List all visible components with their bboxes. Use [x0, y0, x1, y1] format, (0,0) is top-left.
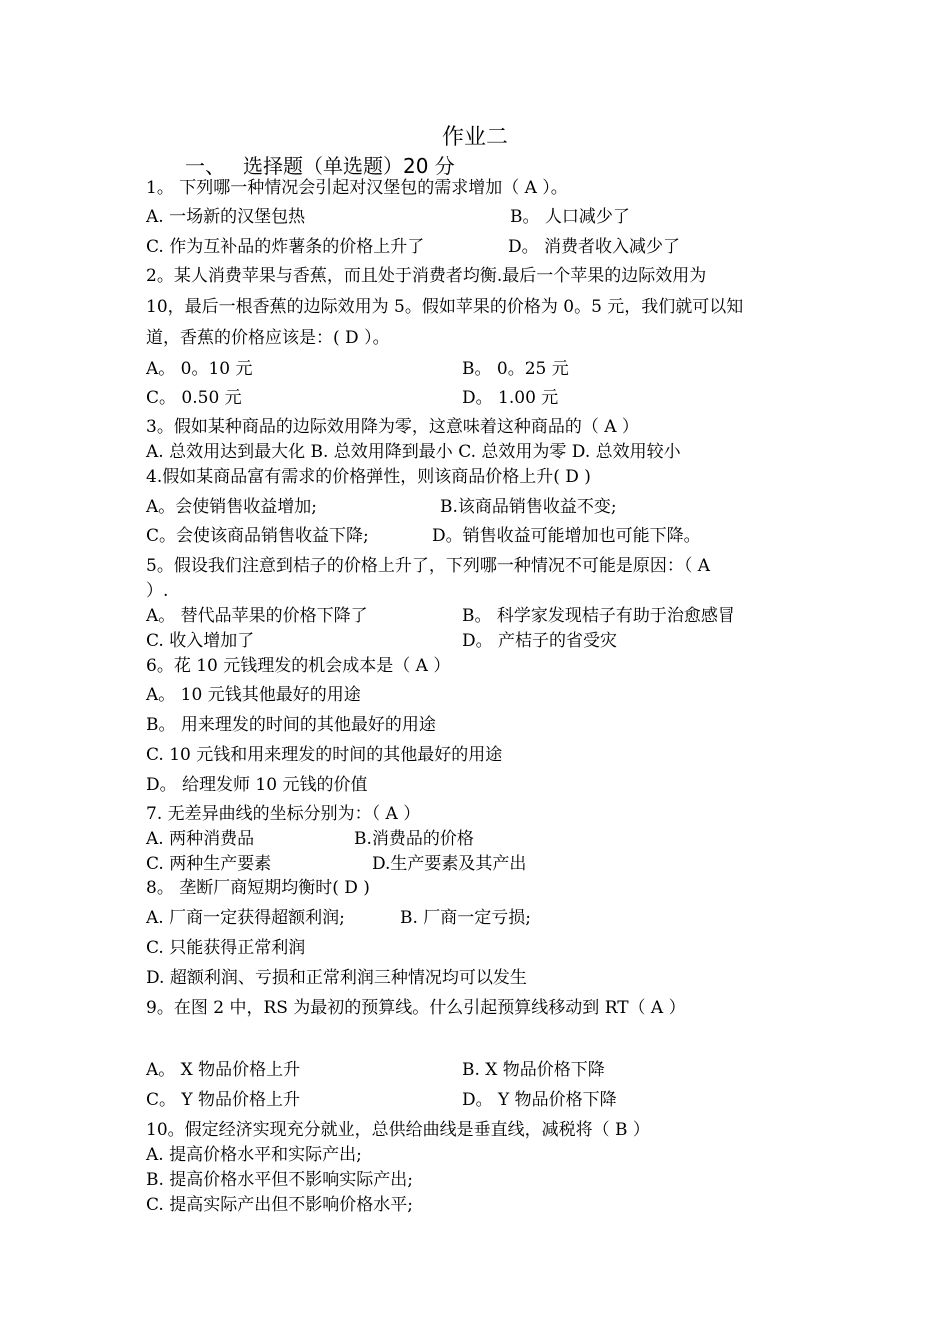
question-10-stem: 10。假定经济实现充分就业，总供给曲线是垂直线，减税将（ B ） — [146, 1120, 650, 1140]
question-5-option-a: A。 替代品苹果的价格下降了 — [146, 606, 368, 626]
question-5-stem-line-2: ）. — [146, 581, 169, 601]
question-9-option-b: B. X 物品价格下降 — [462, 1060, 605, 1080]
question-8-option-a: A. 厂商一定获得超额利润; — [146, 908, 345, 928]
question-2-stem-line-2: 10，最后一根香蕉的边际效用为 5。假如苹果的价格为 0。5 元，我们就可以知 — [146, 297, 744, 317]
question-4-option-a: A。会使销售收益增加; — [146, 497, 318, 517]
question-2-option-d: D。 1.00 元 — [462, 388, 559, 408]
question-6-option-d: D。 给理发师 10 元钱的价值 — [146, 775, 368, 795]
question-2-option-a: A。 0。10 元 — [146, 359, 253, 379]
question-1-stem: 1。 下列哪一种情况会引起对汉堡包的需求增加（ A ）。 — [146, 178, 568, 198]
question-7-stem: 7. 无差异曲线的坐标分别为：（ A ） — [146, 804, 421, 824]
question-5-option-c: C. 收入增加了 — [146, 631, 255, 651]
question-9-option-d: D。 Y 物品价格下降 — [462, 1090, 617, 1110]
question-3-options: A. 总效用达到最大化 B. 总效用降到最小 C. 总效用为零 D. 总效用较小 — [146, 442, 681, 462]
section-number: 一、 — [185, 154, 225, 178]
section-label: 选择题（单选题）20 分 — [243, 154, 455, 178]
question-7-option-d: D.生产要素及其产出 — [372, 854, 527, 874]
section-heading — [185, 150, 455, 179]
question-1-option-b: B。 人口减少了 — [510, 207, 630, 227]
question-8-option-d: D. 超额利润、亏损和正常利润三种情况均可以发生 — [146, 968, 527, 988]
question-2-stem-line-3: 道，香蕉的价格应该是：( D ）。 — [146, 328, 390, 348]
question-10-option-a: A. 提高价格水平和实际产出; — [146, 1145, 362, 1165]
question-5-option-b: B。 科学家发现桔子有助于治愈感冒 — [462, 606, 735, 626]
question-10-option-c: C. 提高实际产出但不影响价格水平; — [146, 1195, 413, 1215]
question-2-stem-line-1: 2。某人消费苹果与香蕉，而且处于消费者均衡.最后一个苹果的边际效用为 — [146, 266, 707, 286]
question-7-option-c: C. 两种生产要素 — [146, 854, 272, 874]
question-2-option-b: B。 0。25 元 — [462, 359, 569, 379]
question-6-option-a: A。 10 元钱其他最好的用途 — [146, 685, 361, 705]
question-8-stem: 8。 垄断厂商短期均衡时( D ) — [146, 878, 370, 898]
question-3-stem: 3。假如某种商品的边际效用降为零，这意味着这种商品的（ A ） — [146, 417, 639, 437]
question-6-stem: 6。花 10 元钱理发的机会成本是（ A ） — [146, 656, 451, 676]
question-10-option-b: B. 提高价格水平但不影响实际产出; — [146, 1170, 414, 1190]
question-5-option-d: D。 产桔子的省受灾 — [462, 631, 618, 651]
question-6-option-b: B。 用来理发的时间的其他最好的用途 — [146, 715, 436, 735]
question-6-option-c: C. 10 元钱和用来理发的时间的其他最好的用途 — [146, 745, 503, 765]
question-1-option-a: A. 一场新的汉堡包热 — [146, 207, 306, 227]
question-9-option-a: A。 X 物品价格上升 — [146, 1060, 301, 1080]
question-1-option-d: D。 消费者收入减少了 — [508, 237, 681, 257]
question-4-option-b: B.该商品销售收益不变; — [440, 497, 617, 517]
question-9-option-c: C。 Y 物品价格上升 — [146, 1090, 301, 1110]
question-4-option-d: D。销售收益可能增加也可能下降。 — [432, 526, 701, 546]
question-9-stem: 9。在图 2 中，RS 为最初的预算线。什么引起预算线移动到 RT（ A ） — [146, 998, 686, 1018]
question-4-option-c: C。会使该商品销售收益下降; — [146, 526, 369, 546]
question-2-option-c: C。 0.50 元 — [146, 388, 242, 408]
question-7-option-b: B.消费品的价格 — [354, 829, 474, 849]
question-4-stem: 4.假如某商品富有需求的价格弹性，则该商品价格上升( D ) — [146, 467, 591, 487]
question-8-option-b: B. 厂商一定亏损; — [400, 908, 532, 928]
question-5-stem-line-1: 5。假设我们注意到桔子的价格上升了，下列哪一种情况不可能是原因：（ A — [146, 556, 710, 576]
question-8-option-c: C. 只能获得正常利润 — [146, 938, 306, 958]
question-1-option-c: C. 作为互补品的炸薯条的价格上升了 — [146, 237, 425, 257]
question-7-option-a: A. 两种消费品 — [146, 829, 255, 849]
page-title: 作业二 — [441, 125, 508, 150]
